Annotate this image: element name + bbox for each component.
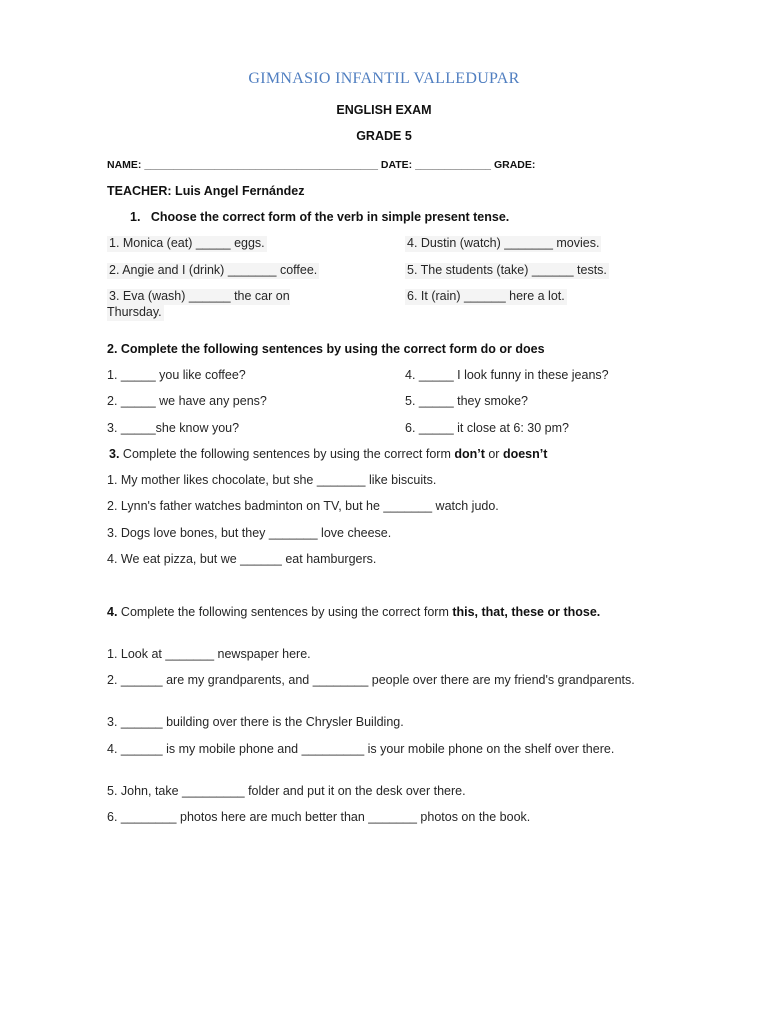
section3-number: 3. [109,447,120,461]
section1-item-1: 1. Monica (eat) _____ eggs. [109,236,265,250]
section4-heading [107,604,662,620]
section1-item-6: 6. It (rain) ______ here a lot. [407,289,565,303]
section2-item-4: 4. _____ I look funny in these jeans? [405,368,609,382]
section2-item-2: 2. _____ we have any pens? [107,394,267,408]
name-blank: ________________________________________ [144,159,378,171]
exam-title: ENGLISH EXAM [336,103,432,117]
section1-number: 1. [130,210,141,224]
section3-item-3: 3. Dogs love bones, but they _______ love cheese. [107,526,392,540]
section4-number: 4. [107,605,118,619]
section2-item-5: 5. _____ they smoke? [405,394,528,408]
grade-label: GRADE: [493,159,536,171]
section3-item-2: 2. Lynn's father watches badminton on TV, but he _______ watch judo. [107,499,499,513]
section4-item-2: 2. ______ are my grandparents, and ________ people over there are my friend's grandparents. [107,673,635,687]
school-name: GIMNASIO INFANTIL VALLEDUPAR [248,70,520,87]
section2-item-1: 1. _____ you like coffee? [107,368,246,382]
section3-or: or [484,447,503,461]
info-line [107,157,535,173]
section3-heading [109,446,547,462]
section1-title: Choose the correct form of the verb in simple present tense. [150,210,510,224]
section1-item-2: 2. Angie and I (drink) _______ coffee. [109,263,318,277]
section3-item-1: 1. My mother likes chocolate, but she _______ like biscuits. [107,473,437,487]
section4-item-5: 5. John, take _________ folder and put it on the desk over there. [107,784,466,798]
section3-intro: Complete the following sentences by using the correct form [119,447,455,461]
section4-intro: Complete the following sentences by using the correct form [117,605,453,619]
teacher-line: TEACHER: Luis Angel Fernández [107,184,305,198]
date-blank: _____________ [415,159,492,171]
section1-item-3: 3. Eva (wash) ______ the car on Thursday. [107,289,290,319]
section4-words: this, that, these or those. [452,605,601,619]
date-label: DATE: [380,159,413,171]
section2-item-3: 3. _____she know you? [107,421,240,435]
section4-item-6: 6. ________ photos here are much better than _______ photos on the book. [107,810,531,824]
section1-item-5: 5. The students (take) ______ tests. [407,263,607,277]
section3-word-dont: don’t [454,447,485,461]
section2-heading: 2. Complete the following sentences by using the correct form do or does [107,342,545,356]
section2-item-6: 6. _____ it close at 6: 30 pm? [405,421,569,435]
section1-item-4: 4. Dustin (watch) _______ movies. [407,236,600,250]
section3-word-doesnt: doesn’t [502,447,548,461]
section3-item-4: 4. We eat pizza, but we ______ eat hamburgers. [107,552,377,566]
section4-item-3: 3. ______ building over there is the Chrysler Building. [107,715,404,729]
grade-title: GRADE 5 [356,129,412,143]
section4-item-4: 4. ______ is my mobile phone and _________ is your mobile phone on the shelf over there. [107,742,615,756]
section4-item-1: 1. Look at _______ newspaper here. [107,647,311,661]
section1-heading [130,209,509,225]
name-label: NAME: [107,159,142,171]
